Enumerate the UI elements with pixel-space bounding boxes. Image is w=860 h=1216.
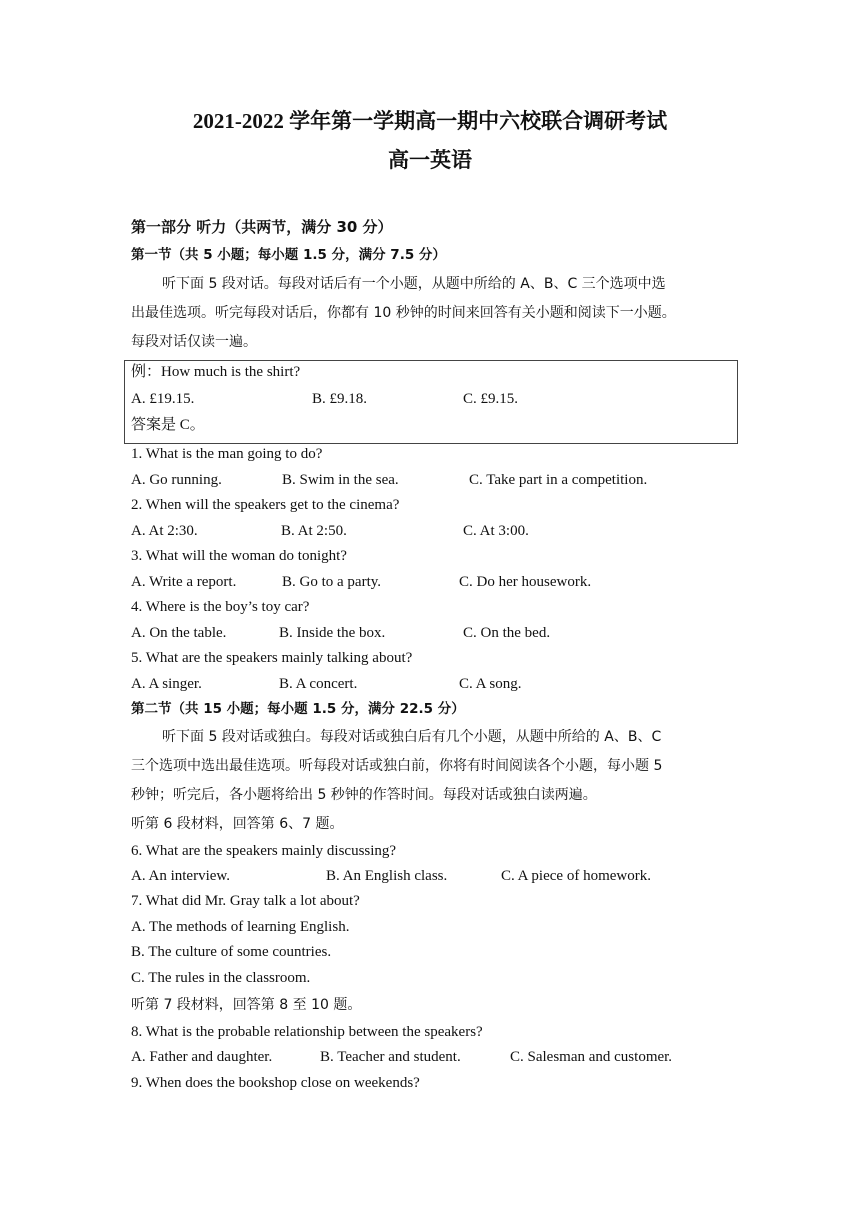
question-6: 6. What are the speakers mainly discussing? xyxy=(131,843,397,859)
question-2-option-a: A. At 2:30. xyxy=(131,523,198,539)
question-8: 8. What is the probable relationship between the speakers? xyxy=(131,1024,483,1040)
question-2: 2. When will the speakers get to the cinema? xyxy=(131,497,400,513)
section2-heading: 第二节（共 15 小题；每小题 1.5 分，满分 22.5 分） xyxy=(131,701,465,717)
question-1-options xyxy=(131,471,731,489)
question-3: 3. What will the woman do tonight? xyxy=(131,548,347,564)
section2-instructions-line1: 听下面 5 段对话或独白。每段对话或独白后有几个小题，从题中所给的 A、B、C xyxy=(162,729,662,745)
question-8-options xyxy=(131,1048,751,1066)
question-2-option-c: C. At 3:00. xyxy=(463,523,529,539)
section1-instructions-line1: 听下面 5 段对话。每段对话后有一个小题，从题中所给的 A、B、C 三个选项中选 xyxy=(162,276,666,292)
part1-heading: 第一部分 听力（共两节，满分 30 分） xyxy=(131,218,393,236)
question-5: 5. What are the speakers mainly talking about? xyxy=(131,650,413,666)
question-3-option-b: B. Go to a party. xyxy=(282,574,382,590)
example-option-a: A. £19.15. xyxy=(131,391,195,407)
question-4-option-b: B. Inside the box. xyxy=(279,625,386,641)
question-3-option-c: C. Do her housework. xyxy=(459,574,592,590)
question-5-option-c: C. A song. xyxy=(459,676,522,692)
question-4: 4. Where is the boy’s toy car? xyxy=(131,599,310,615)
exam-title: 2021-2022 学年第一学期高一期中六校联合调研考试 xyxy=(192,109,668,133)
subject-title: 高一英语 xyxy=(388,148,472,172)
question-4-options xyxy=(131,624,731,642)
section2-instructions-line3: 秒钟；听完后，各小题将给出 5 秒钟的作答时间。每段对话或独白读两遍。 xyxy=(131,787,597,803)
question-1: 1. What is the man going to do? xyxy=(131,446,323,462)
question-6-option-c: C. A piece of homework. xyxy=(501,868,651,884)
question-1-option-a: A. Go running. xyxy=(131,472,222,488)
question-6-option-b: B. An English class. xyxy=(326,868,448,884)
question-8-option-b: B. Teacher and student. xyxy=(320,1049,461,1065)
question-6-option-a: A. An interview. xyxy=(131,868,231,884)
question-5-options xyxy=(131,675,731,693)
question-2-options xyxy=(131,522,731,540)
example-options xyxy=(131,390,731,408)
section1-instructions-line3: 每段对话仅读一遍。 xyxy=(131,334,257,350)
question-2-option-b: B. At 2:50. xyxy=(281,523,347,539)
example-option-b: B. £9.18. xyxy=(312,391,368,407)
question-6-options xyxy=(131,867,731,885)
question-1-option-c: C. Take part in a competition. xyxy=(469,472,648,488)
question-8-option-a: A. Father and daughter. xyxy=(131,1049,273,1065)
question-7-option-a: A. The methods of learning English. xyxy=(131,919,350,935)
question-4-option-c: C. On the bed. xyxy=(463,625,551,641)
question-5-option-b: B. A concert. xyxy=(279,676,358,692)
question-3-option-a: A. Write a report. xyxy=(131,574,237,590)
example-question: 例：How much is the shirt? xyxy=(131,364,301,380)
material-7-label: 听第 7 段材料，回答第 8 至 10 题。 xyxy=(131,997,362,1013)
question-5-option-a: A. A singer. xyxy=(131,676,202,692)
question-1-option-b: B. Swim in the sea. xyxy=(282,472,399,488)
question-7: 7. What did Mr. Gray talk a lot about? xyxy=(131,893,360,909)
example-answer: 答案是 C。 xyxy=(131,417,205,433)
material-6-label: 听第 6 段材料，回答第 6、7 题。 xyxy=(131,816,344,832)
question-8-option-c: C. Salesman and customer. xyxy=(510,1049,673,1065)
section2-instructions-line2: 三个选项中选出最佳选项。听每段对话或独白前，你将有时间阅读各个小题，每小题 5 xyxy=(131,758,663,774)
example-option-c: C. £9.15. xyxy=(463,391,519,407)
section1-instructions-line2: 出最佳选项。听完每段对话后，你都有 10 秒钟的时间来回答有关小题和阅读下一小题。 xyxy=(131,305,676,321)
question-4-option-a: A. On the table. xyxy=(131,625,227,641)
question-7-option-b: B. The culture of some countries. xyxy=(131,944,332,960)
question-7-option-c: C. The rules in the classroom. xyxy=(131,970,311,986)
question-3-options xyxy=(131,573,731,591)
question-9: 9. When does the bookshop close on weekends? xyxy=(131,1075,420,1091)
section1-heading: 第一节（共 5 小题；每小题 1.5 分，满分 7.5 分） xyxy=(131,247,446,263)
